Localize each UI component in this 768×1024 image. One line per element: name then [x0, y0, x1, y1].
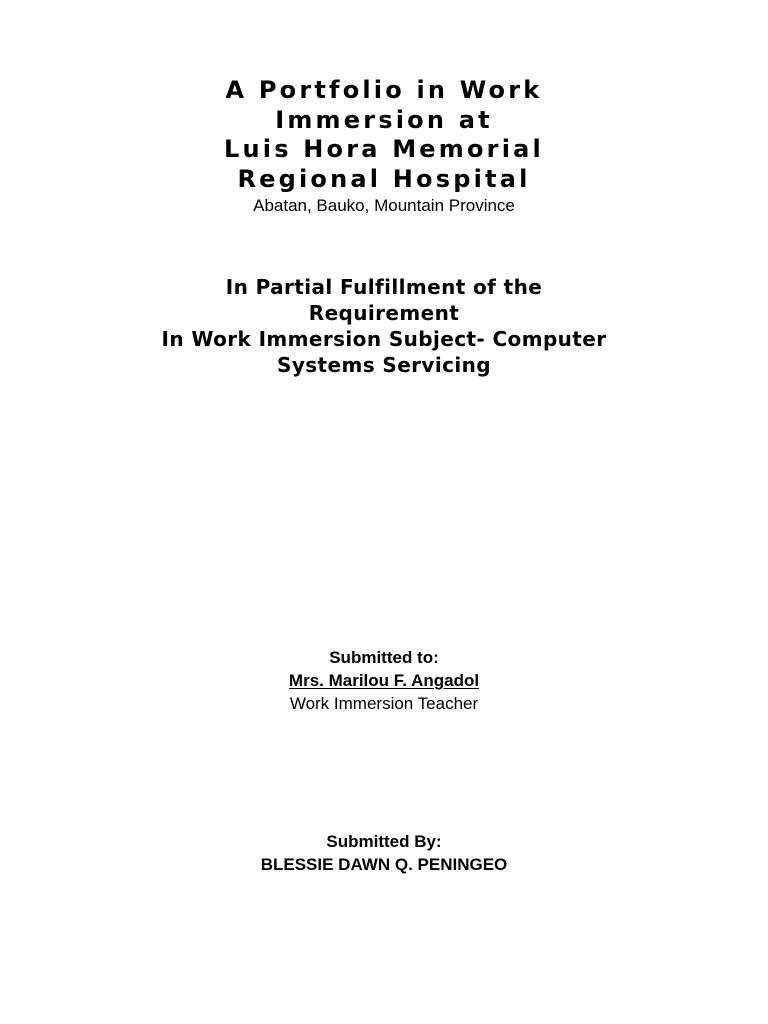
hospital-location: Abatan, Bauko, Mountain Province	[253, 196, 515, 215]
title-line-3: Luis Hora Memorial	[224, 135, 544, 163]
teacher-name: Mrs. Marilou F. Angadol	[288, 671, 480, 690]
fulfillment-line-4: Systems Servicing	[277, 353, 491, 377]
title-line-2: Immersion at	[275, 105, 493, 134]
submitted-to-label: Submitted to:	[329, 648, 439, 667]
submitted-to-section	[0, 646, 768, 715]
submitted-by-label: Submitted By:	[326, 832, 442, 851]
student-name: BLESSIE DAWN Q. PENINGEO	[260, 855, 508, 874]
title-line-1: A Portfolio in Work	[225, 76, 543, 104]
fulfillment-line-1: In Partial Fulfillment of the	[225, 275, 543, 299]
fulfillment-line-3: In Work Immersion Subject- Computer	[161, 327, 607, 351]
submitted-by-section	[0, 830, 768, 876]
teacher-role: Work Immersion Teacher	[289, 694, 479, 713]
portfolio-title	[0, 76, 768, 194]
fulfillment-statement	[0, 274, 768, 378]
fulfillment-line-2: Requirement	[308, 301, 460, 325]
title-line-4: Regional Hospital	[237, 164, 531, 193]
